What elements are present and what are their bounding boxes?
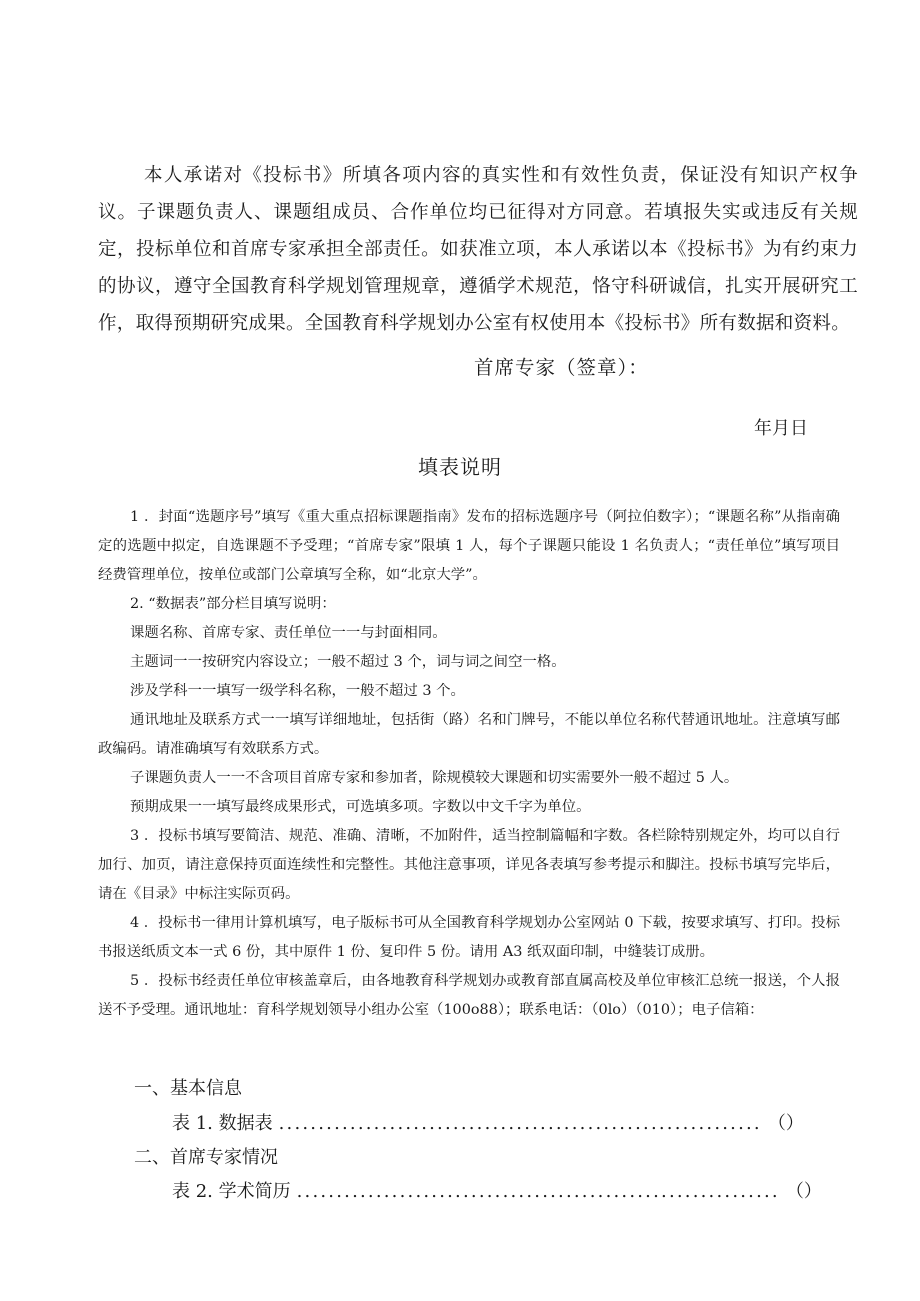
toc-item-academic-cv[interactable] — [172, 1177, 822, 1203]
toc-item-label: 表 2. 学术简历 — [172, 1181, 291, 1202]
instruction-2: 2. “数据表”部分栏目填写说明： — [130, 596, 336, 612]
toc-leader-dots: ............................................................. — [278, 1113, 762, 1134]
instruction-2-discipline: 涉及学科一一填写一级学科名称，一般不超过 3 个。 — [130, 683, 465, 699]
toc-section-chief-expert: 二、首席专家情况 — [134, 1147, 278, 1168]
toc-page-number: （） — [785, 1181, 822, 1202]
instruction-2-address: 通讯地址及联系方式一一填写详细地址，包括街（路）名和门牌号，不能以单位名称代替通讯地址。注意填写邮政编码。请准确填写有效联系方式。 — [98, 712, 840, 757]
commitment-paragraph: 本人承诺对《投标书》所填各项内容的真实性和有效性负责，保证没有知识产权争议。子课题负责人、课题组成员、合作单位均已征得对方同意。若填报失实或违反有关规定，投标单位和首席专家承担全部责任。如获准立项，本人承诺以本《投标书》为有约束力的协议，遵守全国教育科学规划管理规章，遵循学术规范，恪守科研诚信，扎实开展研究工作，取得预期研究成果。全国教育科学规划办公室有权使用本《投标书》所有数据和资料。 — [98, 164, 858, 334]
instruction-1: 1 ．封面“选题序号”填写《重大重点招标课题指南》发布的招标选题序号（阿拉伯数字）；“课题名称”从指南确定的选题中拟定，自选课题不予受理；“首席专家”限填 1 人，每个子课题只能设 1 名负责人；“责任单位”填写项目经费管理单位，按单位或部门公章填写全称，如“北京大学”。 — [98, 509, 840, 583]
instruction-4: 4 ．投标书一律用计算机填写，电子版标书可从全国教育科学规划办公室网站 0 下载，按要求填写、打印。投标书报送纸质文本一式 6 份，其中原件 1 份、复印件 5 份。请用 A3 纸双面印制，中缝装订成册。 — [98, 915, 840, 960]
instruction-2-outcomes: 预期成果一一填写最终成果形式，可选填多项。字数以中文千字为单位。 — [130, 799, 591, 815]
instruction-2-subleaders: 子课题负责人一一不含项目首席专家和参加者，除规模较大课题和切实需要外一般不超过 5 人。 — [130, 770, 739, 786]
instruction-3: 3 ．投标书填写要简洁、规范、准确、清晰，不加附件，适当控制篇幅和字数。各栏除特别规定外，均可以自行加行、加页，请注意保持页面连续性和完整性。其他注意事项，详见各表填写参考提示和脚注。投标书填写完毕后，请在《目录》中标注实际页码。 — [98, 828, 840, 902]
instructions-block — [98, 503, 840, 1025]
instruction-5: 5 ．投标书经责任单位审核盖章后，由各地教育科学规划办或教育部直属高校及单位审核汇总统一报送，个人报送不予受理。通讯地址：育科学规划领导小组办公室（100o88）；联系电话：（0lo）（010）；电子信箱： — [98, 973, 840, 1018]
instruction-2-keywords: 主题词一一按研究内容设立；一般不超过 3 个，词与词之间空一格。 — [130, 654, 566, 670]
signature-label: 首席专家（签章）： — [474, 356, 649, 379]
toc-leader-dots: ............................................................. — [296, 1181, 780, 1202]
toc-page-number: （） — [767, 1113, 804, 1134]
toc-item-data-table[interactable] — [172, 1109, 804, 1135]
instructions-title: 填表说明 — [418, 455, 502, 479]
toc-item-label: 表 1. 数据表 — [172, 1113, 273, 1134]
toc-section-basic-info: 一、基本信息 — [134, 1078, 242, 1099]
instruction-2-course: 课题名称、首席专家、责任单位一一与封面相同。 — [130, 625, 447, 641]
date-label: 年月日 — [754, 418, 808, 439]
